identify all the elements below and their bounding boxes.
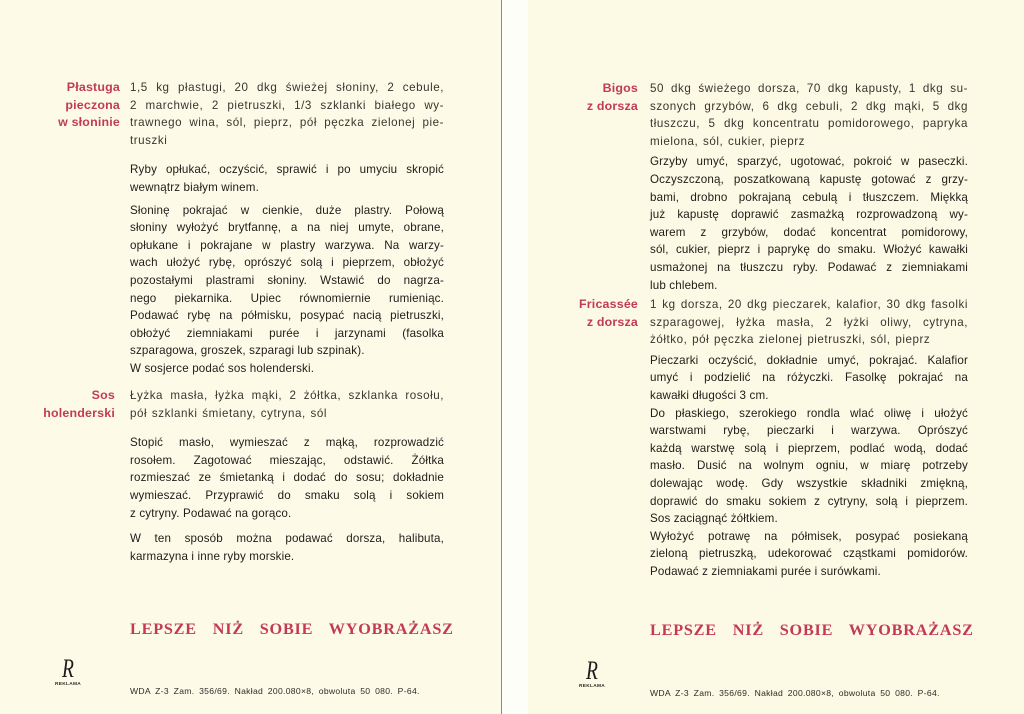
- recipe-title: [20, 79, 120, 132]
- recipe-body: [650, 80, 968, 294]
- ingredient-line: 1,5 kg płastugi, 20 dkg świeżej słoniny, 2 cebule,: [130, 81, 444, 94]
- instruction-paragraph: [130, 434, 444, 522]
- instruction-line: wach ułożyć rybę, oprószyć solą i pieprzem, obłożyć: [130, 256, 444, 270]
- ingredient-line: tłuszczu, 5 dkg koncentratu pomidorowego, papryka: [650, 117, 968, 131]
- instruction-line: kawałki długości 3 cm.: [650, 388, 769, 402]
- instruction-line: karmazyna i inne ryby morskie.: [130, 549, 295, 563]
- instruction-line: dolewając wodę. Gdy wszystkie składniki zmiękną,: [650, 476, 968, 490]
- instruction-line: Podawać rybę na półmisku, posypać nacią pietruszki,: [130, 309, 444, 323]
- instruction-line: bami, drobno pokrajaną cebulą i tłuszczem. Miękką: [650, 190, 968, 204]
- instruction-line: Do płaskiego, szerokiego rondla wlać oliwę i ułożyć: [650, 406, 968, 420]
- ingredient-line: trawnego wina, sól, pieprz, pół pęczka zielonej pie-: [130, 116, 444, 130]
- ingredient-line: szparagowej, łyżka masła, 2 łyżki oliwy, cytryna,: [650, 315, 968, 329]
- instruction-line: warstwami rybę, pieczarki i warzywa. Oprószyć: [650, 424, 968, 438]
- instruction-line: z cytryny. Podawać na gorąco.: [130, 506, 292, 520]
- instruction-line: szparagowa, groszek, szparagi lub szpinak).: [130, 344, 365, 358]
- recipe-title: [20, 387, 115, 422]
- instruction-line: W sosjerce podać sos holenderski.: [130, 361, 315, 375]
- page-gutter: [502, 0, 528, 714]
- instruction-line: zieloną pietruszką, udekorować cząstkami pomidorów.: [650, 547, 968, 561]
- slogan: LEPSZE NIŻ SOBIE WYOBRAŻASZ: [650, 621, 974, 639]
- instruction-line: nego piekarnika. Upiec równomiernie rumieniąc.: [130, 291, 444, 305]
- instruction-line: Ryby opłukać, oczyścić, sprawić i po umyciu skropić: [130, 163, 444, 177]
- instruction-line: rozmieszać ze śmietanką i dodać do sosu; dokładnie: [130, 471, 444, 485]
- ingredient-line: Łyżka masła, łyżka mąki, 2 żółtka, szklanka rosołu,: [130, 389, 444, 402]
- printing-imprint: WDA Z-3 Zam. 356/69. Nakład 200.080×8, obwoluta 50 080. P-64.: [130, 686, 420, 696]
- instruction-line: Pieczarki oczyścić, dokładnie umyć, pokrajać. Kalafior: [650, 353, 968, 367]
- instruction-line: sól, cukier, pieprz i paprykę do smaku. Włożyć kawałki: [650, 243, 968, 257]
- title-line: Płastuga: [66, 80, 120, 94]
- instruction-line: opłukane i pokrajane w plastry warzywa. Na warzy-: [130, 238, 444, 252]
- ingredient-line: 1 kg dorsza, 20 dkg pieczarek, kalafior, 30 dkg fasolki: [650, 298, 968, 311]
- title-line: z dorsza: [586, 98, 638, 113]
- ingredient-line: żółtko, pół pęczka zielonej pietruszki, sól, pieprz: [650, 333, 931, 347]
- ingredients: [130, 387, 444, 422]
- instruction-line: każdą warstwę solą i pieprzem, podlać wodą, dodać: [650, 441, 968, 455]
- instruction-line: Stopić masło, wymieszać z mąką, rozprowadzić: [130, 436, 444, 450]
- instruction-paragraph: [650, 153, 968, 294]
- title-line: z dorsza: [586, 314, 638, 329]
- instruction-line: obłożyć ziemniakami purée i jarzynami (fasolka: [130, 326, 444, 340]
- page-divider: [501, 0, 502, 714]
- logo-label: REKLAMA: [54, 682, 82, 687]
- instruction-line: rosołem. Zagotować mieszając, odstawić. Żółtka: [130, 453, 444, 467]
- instruction-line: Sos zaciągnąć żółtkiem.: [650, 512, 778, 526]
- instruction-paragraph: [650, 352, 968, 405]
- instruction-paragraph: [130, 202, 444, 378]
- instruction-paragraph: [650, 405, 968, 528]
- reklama-logo: [48, 656, 88, 687]
- reklama-r-icon: R: [62, 654, 74, 683]
- instruction-line: już kapustę doprawić zasmażką rozprowadzoną wy-: [650, 208, 968, 222]
- instruction-line: Oczyszczoną, poszatkowaną kapustę gotować z grzy-: [650, 172, 968, 186]
- instruction-line: warem z grzybów, dodać koncentrat pomidorowy,: [650, 225, 968, 239]
- title-line: holenderski: [43, 405, 115, 420]
- recipe-title: [540, 80, 638, 115]
- instruction-line: usmażonej na tłuszczu ryby. Podawać z ziemniakami: [650, 260, 968, 274]
- reklama-r-icon: R: [586, 656, 598, 685]
- instruction-paragraph: [130, 161, 444, 196]
- instruction-line: Słoninę pokrajać w cienkie, duże plastry. Połową: [130, 203, 444, 217]
- ingredient-line: pół szklanki śmietany, cytryna, sól: [130, 406, 328, 420]
- instruction-line: wymieszać. Przyprawić do smaku solą i sokiem: [130, 488, 444, 502]
- slogan: LEPSZE NIŻ SOBIE WYOBRAŻASZ: [130, 620, 454, 638]
- recipe-body: [130, 387, 444, 565]
- ingredients: [130, 79, 444, 149]
- instruction-line: doprawić do smaku sokiem z cytryny, solą i pieprzem.: [650, 494, 968, 508]
- instruction-line: pozostałymi plastrami słoniny. Wstawić do nagrza-: [130, 273, 444, 287]
- ingredient-line: mielona, sól, cukier, pieprz: [650, 134, 806, 148]
- title-line: Fricassée: [579, 297, 638, 311]
- instruction-paragraph: [650, 528, 968, 581]
- ingredient-line: szonych grzybów, 6 dkg cebuli, 2 dkg mąki, 5 dkg: [650, 99, 968, 113]
- reklama-logo: [572, 658, 612, 689]
- instruction-line: Podawać z ziemniakami purée i surówkami.: [650, 564, 881, 578]
- title-line: Sos: [91, 388, 115, 402]
- ingredient-line: truszki: [130, 133, 168, 147]
- instruction-line: masło. Dusić na wolnym ogniu, w miarę potrzeby: [650, 459, 968, 473]
- printing-imprint: WDA Z-3 Zam. 356/69. Nakład 200.080×8, obwoluta 50 080. P-64.: [650, 688, 940, 698]
- instruction-line: słoniny wyłożyć brytfannę, a na niej umyte, obrane,: [130, 221, 444, 235]
- ingredients: [650, 80, 968, 150]
- instruction-line: W ten sposób można podawać dorsza, halibuta,: [130, 532, 444, 546]
- instruction-paragraph: [130, 530, 444, 565]
- title-line: pieczona: [65, 97, 120, 112]
- recipe-body: [130, 79, 444, 378]
- title-line: Bigos: [602, 81, 638, 95]
- title-line: w słoninie: [58, 115, 120, 129]
- recipe-body: [650, 296, 968, 581]
- instruction-line: Wyłożyć potrawę na półmisek, posypać posiekaną: [650, 529, 968, 543]
- instruction-line: Grzyby umyć, sparzyć, ugotować, pokroić w paseczki.: [650, 155, 968, 169]
- logo-label: REKLAMA: [578, 684, 606, 689]
- ingredients: [650, 296, 968, 349]
- ingredient-line: 50 dkg świeżego dorsza, 70 dkg kapusty, 1 dkg su-: [650, 82, 968, 95]
- ingredient-line: 2 marchwie, 2 pietruszki, 1/3 szklanki białego wy-: [130, 98, 444, 112]
- instruction-line: wewnątrz białym winem.: [130, 180, 259, 194]
- instruction-line: lub chlebem.: [650, 278, 718, 292]
- instruction-line: umyć i podzielić na różyczki. Fasolkę pokrajać na: [650, 371, 968, 385]
- recipe-title: [540, 296, 638, 331]
